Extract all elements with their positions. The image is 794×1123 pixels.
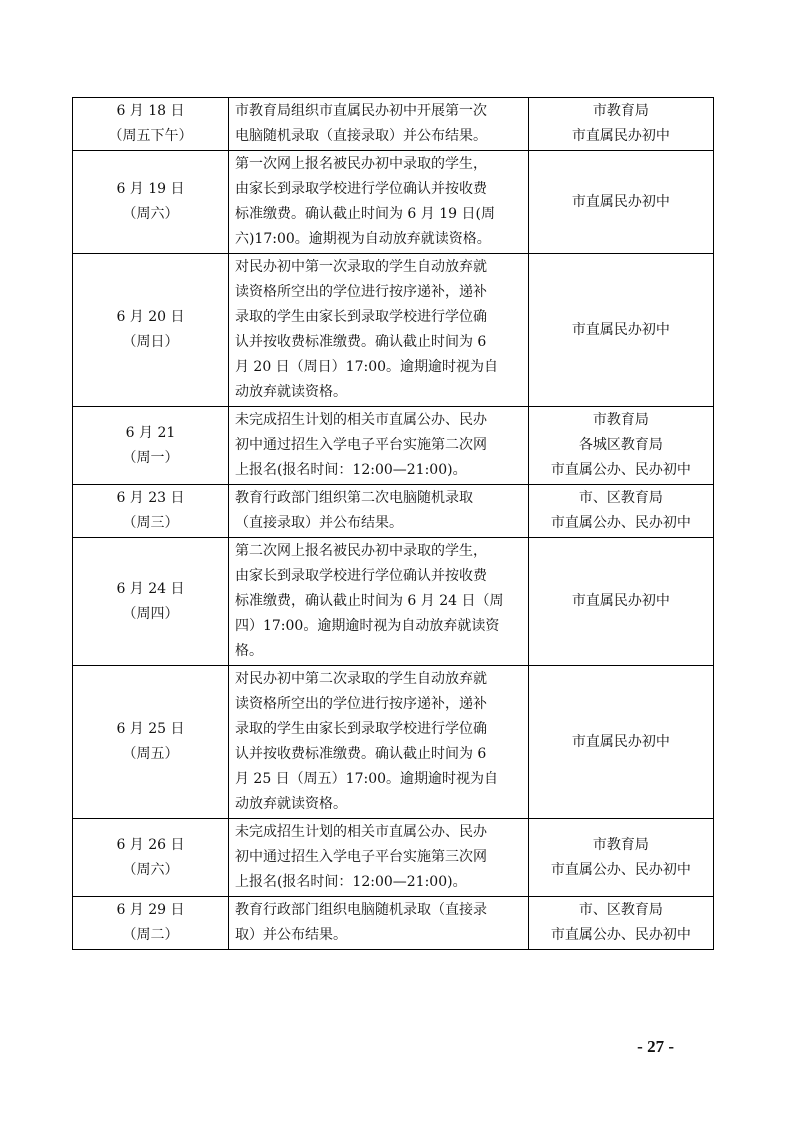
table-row [73, 666, 714, 819]
responsible-unit-cell [528, 98, 713, 151]
content-cell [228, 897, 528, 950]
responsible-unit-cell [528, 485, 713, 538]
weekday-text: （周日） [122, 334, 179, 350]
weekday-text: （周五下午） [108, 128, 193, 144]
content-line: 读资格所空出的学位进行按序递补，递补 [234, 284, 487, 300]
content-line: 四）17:00。逾期逾时视为自动放弃就读资 [234, 618, 500, 634]
date-cell [73, 666, 229, 819]
content-line: 标准缴费，确认截止时间为 6 月 24 日（周 [234, 593, 504, 609]
responsible-unit-cell [528, 538, 713, 666]
content-line: 标准缴费。确认截止时间为 6 月 19 日(周 [234, 206, 495, 222]
responsible-unit: 市直属公办、民办初中 [550, 861, 691, 878]
content-line: 月 25 日（周五）17:00。逾期逾时视为自 [234, 771, 499, 787]
content-line: 录取的学生由家长到录取学校进行学位确 [234, 309, 487, 325]
date-text: 6 月 26 日 [116, 836, 185, 853]
responsible-unit-cell [528, 407, 713, 485]
date-cell [73, 254, 229, 407]
date-text: 6 月 20 日 [116, 309, 185, 325]
content-line: 六)17:00。逾期视为自动放弃就读资格。 [234, 231, 491, 247]
table-row [73, 98, 714, 151]
weekday-text: （周三） [122, 515, 179, 531]
responsible-unit: 市教育局 [592, 412, 649, 428]
content-line: 由家长到录取学校进行学位确认并按收费 [234, 568, 487, 584]
content-line: 月 20 日（周日）17:00。逾期逾时视为自 [234, 359, 499, 375]
responsible-unit-cell [528, 819, 713, 897]
content-line: 动放弃就读资格。 [234, 384, 347, 400]
date-cell [73, 151, 229, 254]
content-line: 市教育局组织市直属民办初中开展第一次 [234, 103, 487, 119]
content-cell [228, 666, 528, 819]
date-text: 6 月 19 日 [116, 181, 185, 197]
content-line: 上报名(报名时间：12:00—21:00)。 [234, 462, 467, 478]
content-line: 认并按收费标准缴费。确认截止时间为 6 [234, 746, 487, 762]
responsible-unit: 市直属民办初中 [571, 593, 670, 609]
content-line: 教育行政部门组织第二次电脑随机录取 [234, 490, 473, 506]
page-number: - 27 - [637, 1037, 674, 1056]
content-line: 对民办初中第一次录取的学生自动放弃就 [234, 259, 487, 275]
enrollment-schedule-table [72, 97, 714, 950]
content-line: 动放弃就读资格。 [234, 796, 347, 812]
date-cell [73, 819, 229, 897]
date-text: 6 月 25 日 [116, 721, 185, 737]
content-line: 由家长到录取学校进行学位确认并按收费 [234, 181, 487, 197]
table-row [73, 407, 714, 485]
date-cell [73, 485, 229, 538]
table-row [73, 151, 714, 254]
weekday-text: （周五） [122, 746, 179, 762]
date-cell [73, 98, 229, 151]
content-line: 未完成招生计划的相关市直属公办、民办 [234, 824, 487, 840]
schedule-table-body [73, 98, 714, 950]
responsible-unit: 市、区教育局 [578, 490, 663, 506]
responsible-unit-cell [528, 254, 713, 407]
content-line: 初中通过招生入学电子平台实施第二次网 [234, 437, 487, 453]
date-text: 6 月 29 日 [116, 902, 185, 918]
content-line: 电脑随机录取（直接录取）并公布结果。 [234, 128, 487, 144]
responsible-unit: 各城区教育局 [578, 437, 663, 453]
responsible-unit: 市直属民办初中 [571, 193, 670, 210]
responsible-unit: 市直属公办、民办初中 [550, 515, 691, 531]
date-text: 6 月 18 日 [116, 103, 185, 119]
date-cell [73, 897, 229, 950]
responsible-unit-cell [528, 151, 713, 254]
content-cell [228, 485, 528, 538]
content-line: 录取的学生由家长到录取学校进行学位确 [234, 721, 487, 737]
content-line: 格。 [234, 643, 263, 659]
content-line: 第一次网上报名被民办初中录取的学生， [234, 156, 487, 172]
content-cell [228, 98, 528, 151]
content-line: 读资格所空出的学位进行按序递补，递补 [234, 696, 487, 712]
weekday-text: （周一） [122, 449, 179, 466]
content-line: （直接录取）并公布结果。 [234, 515, 403, 531]
content-line: 取）并公布结果。 [234, 927, 347, 943]
content-cell [228, 254, 528, 407]
date-text: 6 月 23 日 [116, 490, 185, 506]
responsible-unit: 市教育局 [592, 836, 649, 853]
content-cell [228, 538, 528, 666]
responsible-unit: 市直属公办、民办初中 [550, 462, 691, 478]
weekday-text: （周六） [122, 861, 179, 878]
content-line: 第二次网上报名被民办初中录取的学生， [234, 543, 487, 559]
table-row [73, 254, 714, 407]
responsible-unit: 市直属民办初中 [571, 128, 670, 144]
weekday-text: （周六） [122, 206, 179, 222]
responsible-unit-cell [528, 897, 713, 950]
responsible-unit: 市直属公办、民办初中 [550, 927, 691, 943]
weekday-text: （周二） [122, 927, 179, 943]
content-line: 初中通过招生入学电子平台实施第三次网 [234, 849, 487, 865]
content-line: 上报名(报名时间：12:00—21:00)。 [234, 874, 467, 890]
content-line: 教育行政部门组织电脑随机录取（直接录 [234, 902, 487, 918]
responsible-unit: 市直属民办初中 [571, 733, 670, 750]
table-row [73, 485, 714, 538]
content-cell [228, 151, 528, 254]
date-text: 6 月 24 日 [116, 580, 185, 597]
responsible-unit: 市教育局 [592, 103, 649, 119]
date-cell [73, 538, 229, 666]
date-text: 6 月 21 [125, 424, 176, 441]
table-row [73, 538, 714, 666]
responsible-unit: 市直属民办初中 [571, 321, 670, 338]
content-line: 认并按收费标准缴费。确认截止时间为 6 [234, 334, 487, 350]
table-row [73, 819, 714, 897]
content-cell [228, 819, 528, 897]
content-cell [228, 407, 528, 485]
content-line: 未完成招生计划的相关市直属公办、民办 [234, 412, 487, 428]
responsible-unit-cell [528, 666, 713, 819]
table-row [73, 897, 714, 950]
content-line: 对民办初中第二次录取的学生自动放弃就 [234, 671, 487, 687]
weekday-text: （周四） [122, 605, 179, 622]
responsible-unit: 市、区教育局 [578, 902, 663, 918]
date-cell [73, 407, 229, 485]
